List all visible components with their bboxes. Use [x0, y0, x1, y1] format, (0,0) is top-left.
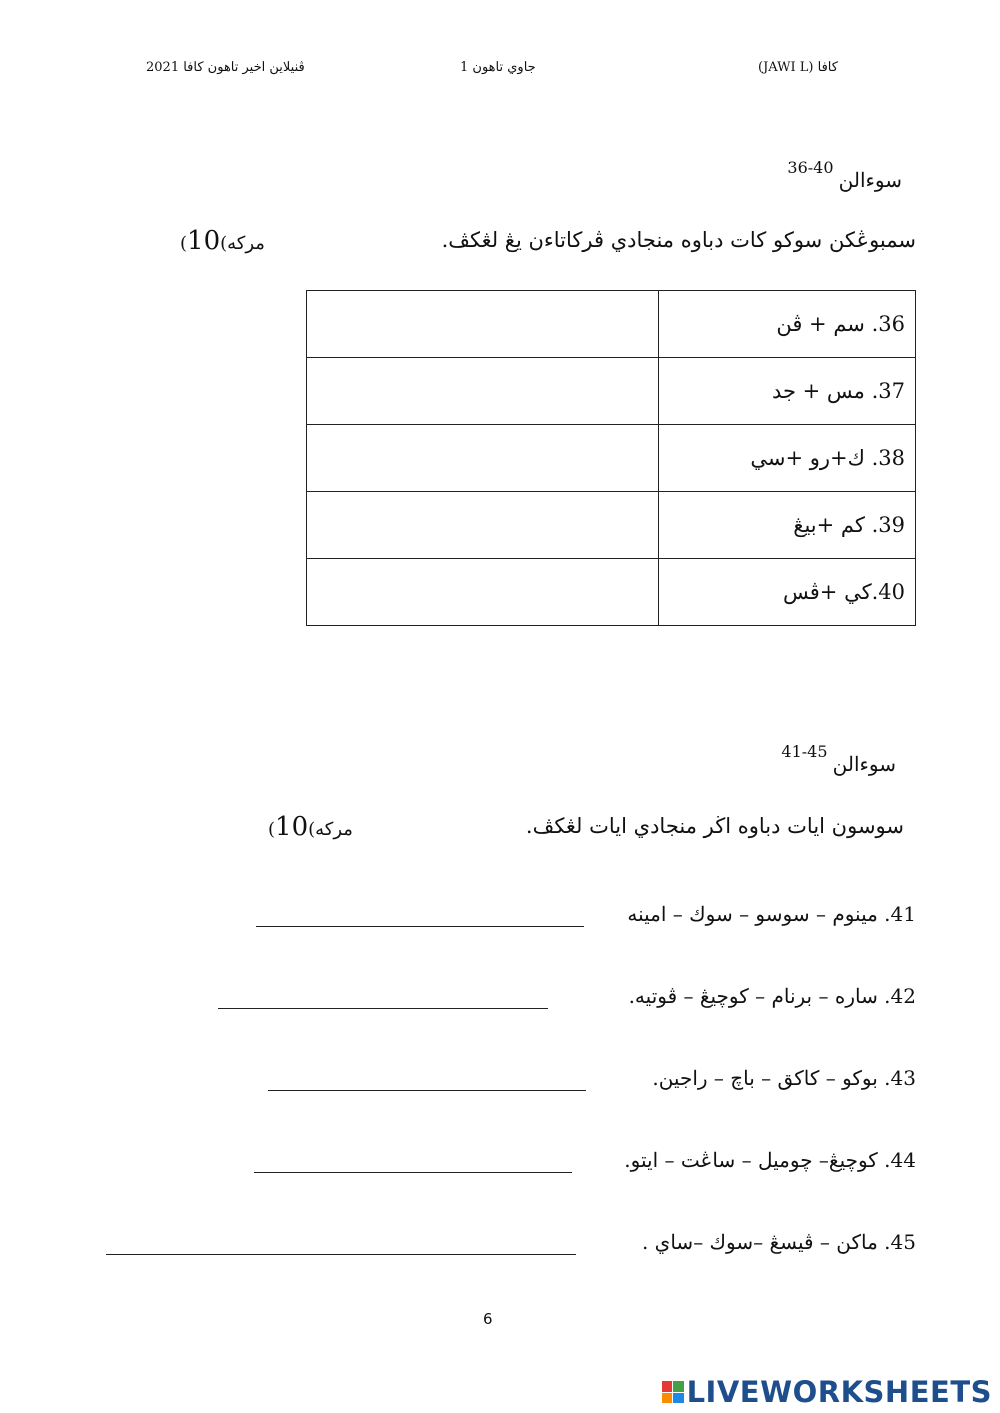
section2-title: سوءالن — [832, 752, 896, 776]
marks-label: مركه) — [308, 819, 359, 840]
header-year-label: ڤنيلاين اخير تاهون كافا 2021 — [146, 60, 305, 75]
section1-instruction: سمبوڠكن سوكو كات دباوه منجادي ڤركاتاءن يڠ لڠكڤ. — [441, 228, 916, 252]
answer-cell[interactable] — [307, 425, 659, 492]
section1-marks — [180, 226, 271, 256]
section1-range: 36-40 — [787, 158, 834, 177]
logo-square-orange — [662, 1393, 673, 1404]
section2-range: 41-45 — [781, 742, 828, 761]
section1-heading — [783, 158, 902, 192]
syllable-table — [306, 290, 916, 626]
syllable-question: 40.كي +ڤس — [658, 559, 915, 626]
table-row — [307, 559, 916, 626]
section1-title: سوءالن — [838, 168, 902, 192]
section2-heading — [777, 742, 896, 776]
marks-paren: ( — [268, 819, 276, 840]
marks-paren: ( — [180, 233, 188, 254]
marks-label: مركه) — [220, 233, 271, 254]
syllable-question: 38. ك+رو +سي — [658, 425, 915, 492]
section2-instruction: سوسون ايات دباوه اڬر منجادي ايات لڠكڤ. — [525, 814, 904, 838]
sentence-item-42: 42. ساره – برنام – كوچيڠ – ڤوتيه. — [628, 984, 916, 1008]
answer-line-41[interactable] — [256, 926, 584, 927]
logo-square-green — [673, 1381, 684, 1392]
marks-number: 10 — [275, 812, 309, 842]
sentence-item-41: 41. مينوم – سوسو – سوك – امينه — [627, 902, 916, 926]
answer-line-45[interactable] — [106, 1254, 576, 1255]
syllable-question: 36. سم + ڤن — [658, 291, 915, 358]
answer-cell[interactable] — [307, 291, 659, 358]
header-paper-label: كافا (JAWI L) — [758, 60, 838, 75]
header-subject-label: جاوي تاهون 1 — [460, 60, 536, 75]
page-number: 6 — [483, 1310, 493, 1328]
logo-square-blue — [673, 1393, 684, 1404]
sentence-item-44: 44. كوچيڠ– چوميل – ساڠت – ايتو. — [624, 1148, 916, 1172]
table-row — [307, 358, 916, 425]
marks-number: 10 — [187, 226, 221, 256]
table-row — [307, 291, 916, 358]
table-row — [307, 492, 916, 559]
answer-cell[interactable] — [307, 358, 659, 425]
syllable-question: 39. كم +بيڠ — [658, 492, 915, 559]
sentence-item-45: 45. ماكن – ڤيسڠ –سوك –ساي . — [641, 1230, 916, 1254]
section2-marks — [268, 812, 359, 842]
answer-line-44[interactable] — [254, 1172, 572, 1173]
answer-cell[interactable] — [307, 492, 659, 559]
brand-logo[interactable] — [662, 1376, 992, 1408]
logo-square-red — [662, 1381, 673, 1392]
table-row — [307, 425, 916, 492]
answer-line-43[interactable] — [268, 1090, 586, 1091]
brand-text: LIVEWORKSHEETS — [686, 1375, 992, 1409]
answer-cell[interactable] — [307, 559, 659, 626]
answer-line-42[interactable] — [218, 1008, 548, 1009]
sentence-item-43: 43. بوكو – كاكق – باچ – راجين. — [652, 1066, 916, 1090]
syllable-question: 37. مس + جد — [658, 358, 915, 425]
liveworksheets-logo-icon — [662, 1381, 684, 1403]
